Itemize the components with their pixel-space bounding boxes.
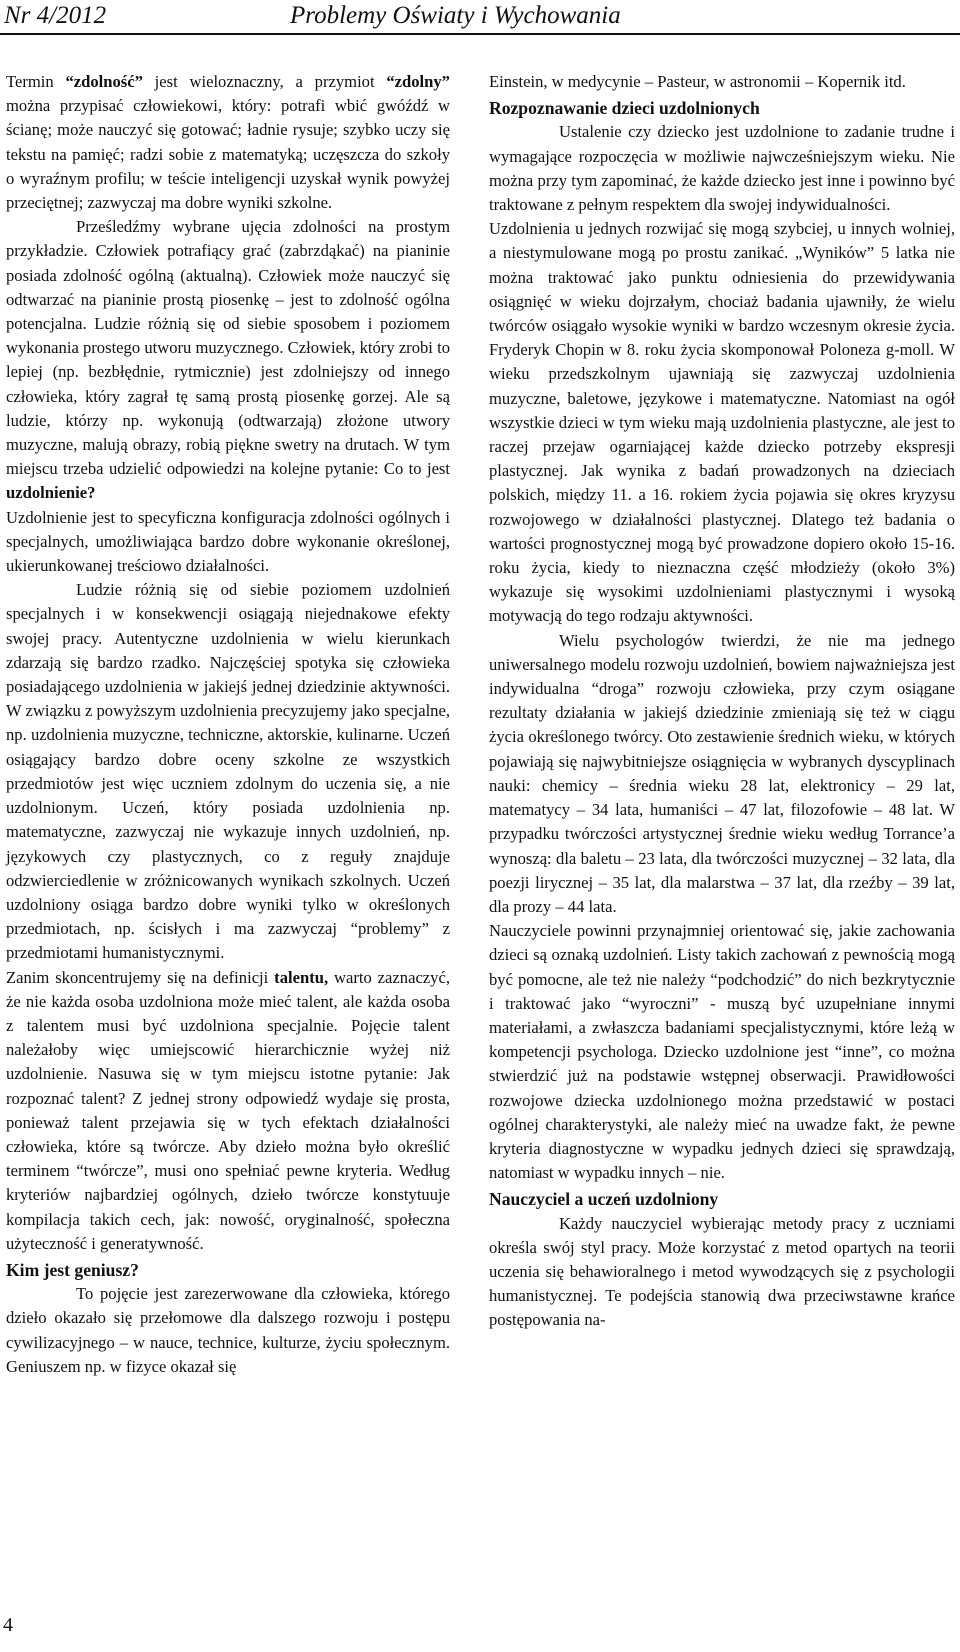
bold-term: “zdolny” [386,72,450,91]
text-run: można przypisać człowiekowi, który: potrafi wbić gwóźdź w ścianę; może nauczyć się gotować; ładnie rysuje; szybko uczy się tekstu na pamięć; radzi sobie z matematyką; uczęszcza do szkoły o wyraźnym profilu; w teście inteligencji uzyskał wynik powyżej przeciętnej; zazwyczaj ma dobre wyniki szkolne. [6,96,450,213]
header-rule [0,33,960,35]
paragraph [6,215,450,505]
paragraph [489,919,955,1185]
text-run: Ustalenie czy dziecko jest uzdolnione to zadanie trudne i wymagające rozpoczęcia w możliwie najwcześniejszym wieku. Nie można przy tym zapominać, że każde dziecko jest inne i powinno być traktowane z pełnym respektem dla swojej indywidualności. [489,122,955,215]
paragraph [6,578,450,965]
text-run: warto zaznaczyć, że nie każda osoba uzdolniona może mieć talent, ale każda osoba z talentem musi być uzdolniona specjalnie. Pojęcie talent należałoby więc umiejscowić hierarchicznie wyżej niż uzdolnienie. Nasuwa się w tym miejscu istotne pytanie: Jak rozpoznać talent? Z jednej strony odpowiedź wydaje się prosta, ponieważ talent przejawia się w tych efektach działalności człowieka, które są twórcze. Aby dzieło można było określić terminem “twórcze”, musi ono spełniać pewne kryteria. Według kryteriów najbardziej ogólnych, dzieło twórcze konstytuuje kompilacja takich cech, jak: nowość, oryginalność, społeczna użyteczność i generatywność. [6,967,450,1253]
text-run: Każdy nauczyciel wybierając metody pracy z uczniami określa swój styl pracy. Może korzystać z metod opartych na teorii uczenia się behawioralnego i metod wywodzących się z psychologii humanistycznej. Te podejścia stanowią dwa przeciwstawne krańce postępowania na- [489,1213,955,1330]
text-run: Uzdolnienie jest to specyficzna konfiguracja zdolności ogólnych i specjalnych, umożliwiająca bardzo dobre wykonanie określonej, ukierunkowanej treściowo działalności. [6,507,450,576]
text-run: Ludzie różnią się od siebie poziomem uzdolnień specjalnych i w konsekwencji osiągają niejednakowe efekty swojej pracy. Autentyczne uzdolnienia w wielu kierunkach zdarzają się bardzo rzadko. Najczęściej spotyka się człowieka posiadającego uzdolnienia w jakiejś jednej dziedzinie aktywności. W związku z powyższym uzdolnienia precyzujemy jako specjalne, np. uzdolnienia muzyczne, techniczne, aktorskie, kulinarne. Uczeń osiągający bardzo dobre oceny szkolne ze wszystkich przedmiotów jest więc uczniem zdolnym do uczenia się, a nie uzdolnionym. Uczeń, który posiada uzdolnienia np. matematyczne, zazwyczaj nie wykazuje innych uzdolnień, np. językowych czy plastycznych, co z reguły znajduje odzwierciedlenie w zróżnicowanych wynikach szkolnych. Uczeń uzdolniony osiąga bardzo dobre wyniki tylko w określonych przedmiotach, np. ścisłych i ma zazwyczaj “problemy” z przedmiotami humanistycznymi. [6,580,450,963]
text-run: To pojęcie jest zarezerwowane dla człowieka, którego dzieło okazało się przełomowe dla dalszego rozwoju i postępu cywilizacyjnego – w nauce, technice, kulturze, życiu społecznym. Geniuszem np. w fizyce okazał się [6,1284,450,1376]
paragraph [6,506,450,579]
issue-number: Nr 4/2012 [4,2,107,29]
paragraph [6,70,450,215]
text-run: Termin [6,72,66,91]
section-heading: Nauczyciel a uczeń uzdolniony [489,1189,719,1210]
running-header [0,0,960,40]
bold-term: “zdolność” [65,72,143,91]
bold-term: uzdolnienie? [6,483,96,503]
text-run: Zanim skoncentrujemy się na definicji [6,967,275,987]
paragraph [489,217,955,628]
section-heading: Rozpoznawanie dzieci uzdolnionych [489,98,760,119]
paragraph [6,966,450,1256]
text-run: Wielu psychologów twierdzi, że nie ma jednego uniwersalnego modelu rozwoju uzdolnień, bowiem najważniejsza jest indywidualna “droga” rozwoju człowieka, przy czym osiągane rezultaty działania w jakiejś dziedzinie zmieniają się też w ciągu życia określonego twórcy. Oto zestawienie średnich wieku, w których pojawiają się najwybitniejsze osiągnięcia w wybranych dyscyplinach nauki: chemicy – średnia wieku 28 lat, elektronicy – 29 lat, matematycy – 34 lata, humaniści – 47 lat, filozofowie – 48 lat. W przypadku twórczości artystycznej średnie wieku według Torrance’a wynoszą: dla baletu – 23 lata, dla twórczości muzycznej – 32 lata, dla poezji lirycznej – 35 lat, dla malarstwa – 37 lat, dla rzeźby – 39 lat, dla prozy – 44 lata. [489,630,955,916]
left-column [6,70,450,1379]
text-run: jest wieloznaczny, a przymiot [142,72,387,91]
paragraph [489,120,955,217]
text-run: Prześledźmy wybrane ujęcia zdolności na prostym przykładzie. Człowiek potrafiący grać (zabrzdąkać) na pianinie posiada zdolność ogólną (aktualną). Człowiek może nauczyć się odtwarzać na pianinie prostą piosenkę – jest to zdolność ogólna potencjalna. Ludzie różnią się od siebie sposobem i poziomem wykonania prostego utworu muzycznego. Człowiek, który zrobi to lepiej (np. bezbłędnie, rytmicznie) jest zdolniejszy od innego człowieka, który zagrał tę samą prostą piosenkę gorzej. Ale są ludzie, którzy np. wykonują (odtwarzają) złożone utwory muzyczne, malują obrazy, robią piękne swetry na drutach. W tym miejscu trzeba udzielić odpowiedzi na kolejne pytanie: Co to jest [6,217,450,479]
section-heading: Kim jest geniusz? [6,1259,139,1280]
page-number: 4 [3,1614,13,1636]
journal-title: Problemy Oświaty i Wychowania [290,2,621,29]
bold-term: talentu, [274,967,329,987]
paragraph [489,629,955,919]
paragraph [6,1282,450,1379]
text-run: Uzdolnienia u jednych rozwijać się mogą szybciej, u innych wolniej, a niestymulowane mogą po prostu zanikać. „Wyników” 5 latka nie można traktować jako punktu odniesienia do przewidywania osiągnięć w wieku dojrzałym, chociaż badania ujawniły, że wielu twórców osiągało wysokie wyniki w bardzo wczesnym okresie życia. Fryderyk Chopin w 8. roku życia skomponował Poloneza g-moll. W wieku przedszkolnym ujawniają się zazwyczaj uzdolnienia muzyczne, baletowe, językowe i matematyczne. Natomiast na ogół wszystkie dzieci w tym wieku mają uzdolnienia plastyczne, ale jest to raczej przejaw ogarniającej każde dziecko potrzeby ekspresji plastycznej. Jak wynika z badań prowadzonych na dzieciach polskich, między 11. a 16. rokiem życia pojawia się okres kryzysu rozwojowego w działalności plastycznej. Dlatego też badania o wartości prognostycznej mogą być prowadzone dopiero około 15-16. roku życia, kiedy to nieznaczna część młodzieży (około 3%) wykazuje się wysokimi uzdolnieniami plastycznymi i wysoką motywacją do tego rodzaju aktywności. [489,219,955,626]
paragraph [489,70,955,94]
text-run: Nauczyciele powinni przynajmniej orientować się, jakie zachowania dzieci są oznaką uzdolnień. Listy takich zachowań z pewnością mogą być pomocne, ale też nie należy “podchodzić” do nich bezkrytycznie i traktować jako “wyroczni” - muszą być uzupełniane innymi materiałami, a zwłaszcza badaniami specjalistycznymi, które leżą w kompetencji psychologa. Dziecko uzdolnione jest “inne”, co można stwierdzić już na podstawie wstępnej obserwacji. Prawidłowości rozwojowe dziecka uzdolnionego można przedstawić w postaci ogólnej charakterystyki, ale należy mieć na uwadze fakt, że pewne kryteria diagnostyczne w wypadku jednych dzieci się sprawdzają, natomiast w wypadku innych – nie. [489,921,955,1183]
right-column [489,70,955,1333]
text-run: Einstein, w medycynie – Pasteur, w astronomii – Kopernik itd. [489,72,906,91]
paragraph [489,1212,955,1333]
